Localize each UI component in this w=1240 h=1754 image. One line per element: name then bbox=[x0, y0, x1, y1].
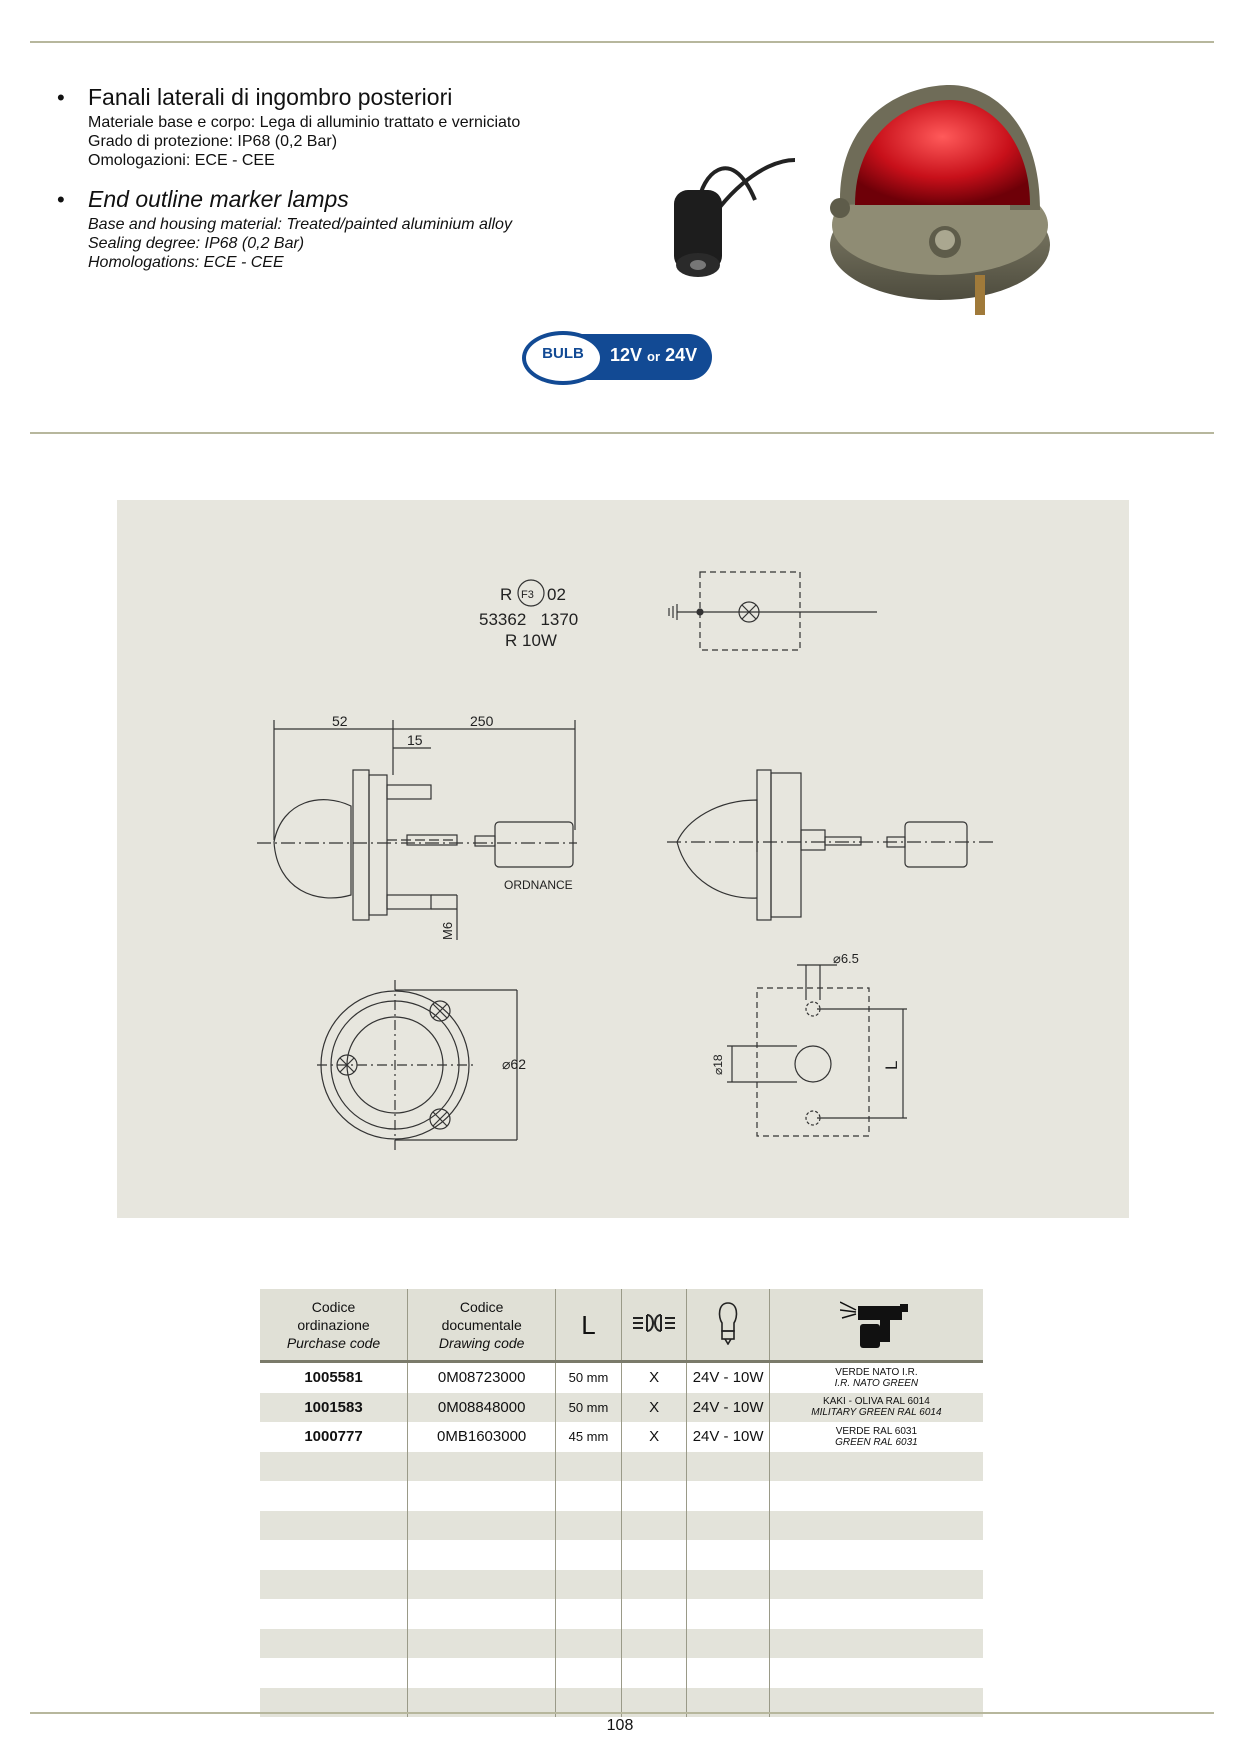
ordnance-label: ORDNANCE bbox=[504, 878, 573, 892]
spec-en-3: Homologations: ECE - CEE bbox=[88, 254, 284, 271]
homologation-num: 02 bbox=[547, 585, 566, 604]
homologation-code: F3 bbox=[521, 589, 534, 601]
drawing-code: 0M08723000 bbox=[408, 1362, 556, 1393]
header-paint bbox=[769, 1289, 983, 1362]
dim-m6: M6 bbox=[440, 921, 455, 940]
dim-52: 52 bbox=[332, 713, 348, 729]
bulb-value: 24V - 10W bbox=[687, 1393, 769, 1423]
header-drawing-code bbox=[408, 1289, 556, 1362]
length-value: 50 mm bbox=[556, 1393, 621, 1423]
bulb-voltage-badge bbox=[522, 331, 718, 383]
table-row bbox=[260, 1393, 983, 1423]
paint-color bbox=[769, 1393, 983, 1423]
voltage-label bbox=[610, 345, 697, 366]
dim-250: 250 bbox=[470, 713, 494, 729]
flange-side bbox=[353, 770, 369, 920]
empty-row bbox=[260, 1570, 983, 1600]
header-purchase-code bbox=[260, 1289, 408, 1362]
dim-6-5: ⌀6.5 bbox=[833, 951, 859, 966]
stud-bottom bbox=[387, 895, 431, 909]
marker-value: X bbox=[621, 1393, 687, 1423]
color-en: MILITARY GREEN RAL 6014 bbox=[811, 1407, 942, 1419]
bulb-icon bbox=[716, 1301, 740, 1345]
purchase-en: Purchase code bbox=[286, 1334, 381, 1351]
connector-side bbox=[495, 822, 573, 867]
spec-it-2: Grado di protezione: IP68 (0,2 Bar) bbox=[88, 133, 338, 150]
paint-color bbox=[769, 1362, 983, 1393]
dim-18: ⌀18 bbox=[711, 1054, 725, 1075]
color-it: VERDE NATO I.R. bbox=[835, 1366, 918, 1378]
homologation-r: R bbox=[500, 585, 513, 604]
color-en: I.R. NATO GREEN bbox=[834, 1377, 919, 1389]
bullet-it: • bbox=[57, 85, 65, 110]
empty-row bbox=[260, 1452, 983, 1482]
stud-top bbox=[387, 785, 431, 799]
purchase-it-1: Codice bbox=[311, 1298, 356, 1315]
drawing-code: 0M08848000 bbox=[408, 1393, 556, 1423]
drawing-code: 0MB1603000 bbox=[408, 1422, 556, 1452]
page-number: 108 bbox=[606, 1717, 634, 1734]
drawing-it-1: Codice bbox=[459, 1298, 504, 1315]
bottom-rule bbox=[30, 1712, 1214, 1714]
hole-center bbox=[795, 1046, 831, 1082]
paint-color bbox=[769, 1422, 983, 1452]
header-marker bbox=[621, 1289, 687, 1362]
spec-it-1: Materiale base e corpo: Lega di alluminio trattato e verniciato bbox=[88, 114, 521, 131]
drilling-template bbox=[757, 988, 869, 1136]
empty-row bbox=[260, 1658, 983, 1688]
spec-en-1: Base and housing material: Treated/painted aluminium alloy bbox=[88, 216, 512, 233]
middle-rule bbox=[30, 432, 1214, 434]
lamp-dome-side-2 bbox=[677, 800, 757, 898]
color-it: KAKI - OLIVA RAL 6014 bbox=[823, 1396, 930, 1408]
title-english: End outline marker lamps bbox=[88, 186, 349, 212]
empty-row bbox=[260, 1629, 983, 1659]
drawing-svg bbox=[117, 500, 1129, 1218]
spec-it-3: Omologazioni: ECE - CEE bbox=[88, 152, 275, 169]
flange-side-2 bbox=[771, 773, 801, 917]
product-table bbox=[260, 1289, 983, 1717]
length-value: 45 mm bbox=[556, 1422, 621, 1452]
empty-row bbox=[260, 1511, 983, 1541]
bulb-value: 24V - 10W bbox=[687, 1422, 769, 1452]
top-rule bbox=[30, 41, 1214, 43]
title-italian: Fanali laterali di ingombro posteriori bbox=[88, 84, 453, 110]
lamp-dome-side bbox=[274, 800, 351, 898]
dim-L: L bbox=[882, 1060, 901, 1070]
approval-line: 53362 1370 bbox=[479, 610, 579, 629]
marker-value: X bbox=[621, 1362, 687, 1393]
purchase-it-2: ordinazione bbox=[297, 1316, 370, 1333]
empty-row bbox=[260, 1481, 983, 1511]
voltage-24v: 24V bbox=[665, 345, 698, 365]
table-row bbox=[260, 1422, 983, 1452]
bullet-en: • bbox=[57, 187, 65, 212]
marker-lamp-icon bbox=[631, 1311, 677, 1335]
drawing-en: Drawing code bbox=[438, 1334, 525, 1351]
drawing-it-2: documentale bbox=[441, 1316, 522, 1333]
header-bulb bbox=[687, 1289, 769, 1362]
empty-row bbox=[260, 1540, 983, 1570]
empty-row bbox=[260, 1599, 983, 1629]
voltage-12v: 12V bbox=[610, 345, 643, 365]
color-it: VERDE RAL 6031 bbox=[835, 1425, 918, 1437]
spray-gun-icon bbox=[840, 1296, 912, 1350]
dim-62: ⌀62 bbox=[502, 1056, 527, 1072]
lamp-rating: R 10W bbox=[505, 631, 557, 650]
table-header-row bbox=[260, 1289, 983, 1362]
length-value: 50 mm bbox=[556, 1362, 621, 1393]
bulb-label: BULB bbox=[542, 345, 584, 362]
purchase-code: 1001583 bbox=[260, 1393, 408, 1423]
header-length: L bbox=[556, 1289, 621, 1362]
purchase-code: 1005581 bbox=[304, 1369, 363, 1387]
bulb-value: 24V - 10W bbox=[687, 1362, 769, 1393]
marker-value: X bbox=[621, 1422, 687, 1452]
voltage-or: or bbox=[647, 349, 661, 364]
table-row bbox=[260, 1362, 983, 1393]
purchase-code: 1000777 bbox=[304, 1428, 363, 1446]
spec-en-2: Sealing degree: IP68 (0,2 Bar) bbox=[88, 235, 305, 252]
color-en: GREEN RAL 6031 bbox=[835, 1436, 918, 1448]
dim-15: 15 bbox=[407, 732, 423, 748]
connector-side-2 bbox=[905, 822, 967, 867]
technical-drawing bbox=[117, 500, 1129, 1218]
schematic-node bbox=[697, 609, 703, 615]
product-photo bbox=[660, 80, 1080, 350]
